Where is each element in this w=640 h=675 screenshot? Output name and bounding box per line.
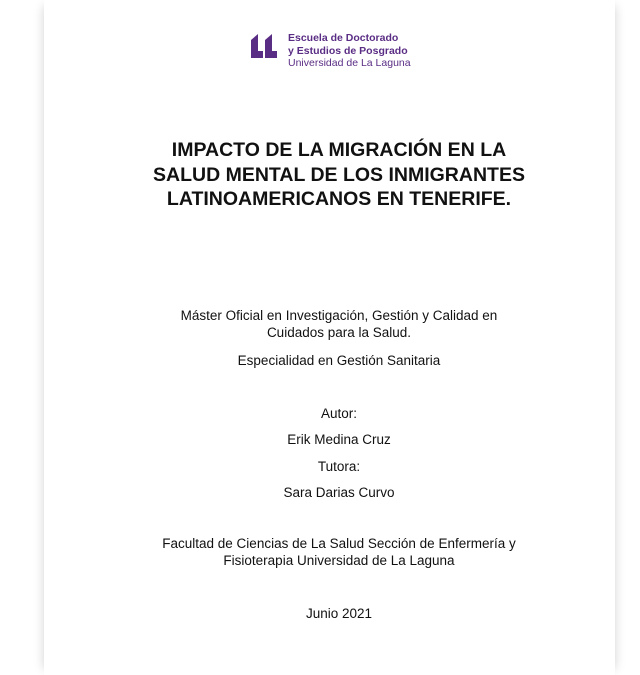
program-block bbox=[104, 307, 574, 341]
program-line-2: Cuidados para la Salud. bbox=[266, 325, 412, 340]
logo-line-3: Universidad de La Laguna bbox=[288, 57, 411, 69]
author-label: Autor: bbox=[320, 406, 358, 421]
author-name: Erik Medina Cruz bbox=[287, 432, 391, 447]
thesis-title: IMPACTO DE LA MIGRACIÓN EN LA SALUD MENTAL DE LOS INMIGRANTES LATINOAMERICANOS EN TENERIFE. bbox=[153, 139, 525, 210]
tutor-label: Tutora: bbox=[317, 459, 361, 474]
program-line-1: Máster Oficial en Investigación, Gestión y Calidad en bbox=[180, 308, 498, 323]
ull-logo-icon bbox=[249, 34, 279, 58]
logo-line-1: Escuela de Doctorado bbox=[288, 32, 399, 44]
tutor-name: Sara Darias Curvo bbox=[283, 485, 395, 500]
faculty-block bbox=[104, 535, 574, 569]
faculty-line-1: Facultad de Ciencias de La Salud Sección de Enfermería y bbox=[162, 536, 516, 551]
faculty-line-2: Fisioterapia Universidad de La Laguna bbox=[223, 553, 455, 568]
document-page bbox=[44, 0, 615, 675]
date: Junio 2021 bbox=[305, 606, 373, 621]
logo-text bbox=[288, 32, 411, 70]
logo-line-2: y Estudios de Posgrado bbox=[288, 44, 408, 57]
university-logo bbox=[249, 32, 411, 70]
specialty: Especialidad en Gestión Sanitaria bbox=[237, 353, 441, 368]
